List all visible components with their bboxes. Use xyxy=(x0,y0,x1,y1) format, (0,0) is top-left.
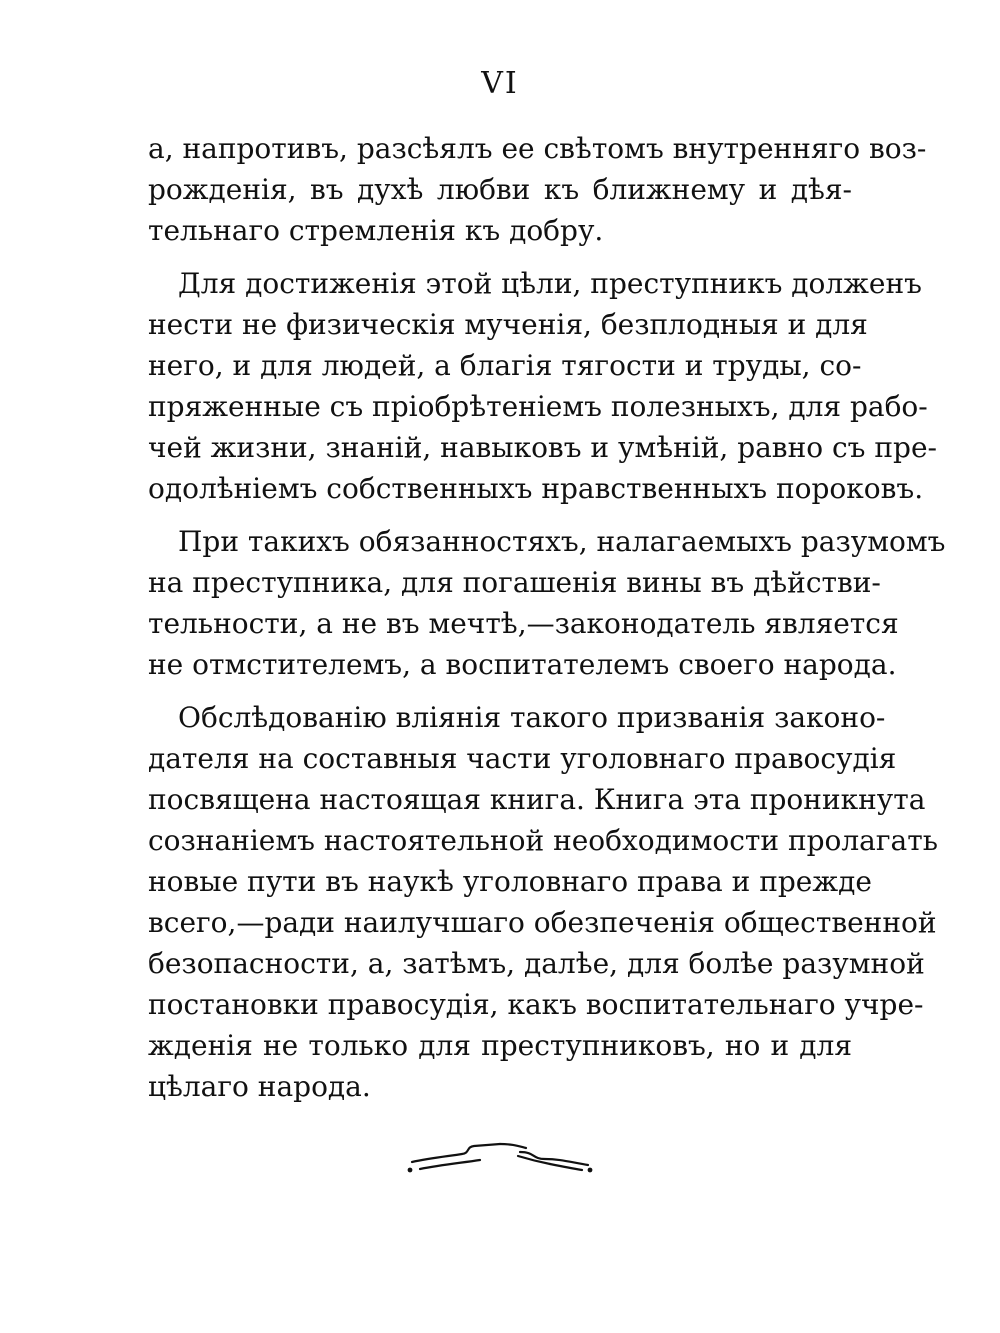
body-text xyxy=(148,128,946,1107)
text-line: на преступника, для погашенія вины въ дѣйстви- xyxy=(148,566,881,599)
text-line: всего,—ради наилучшаго обезпеченія общественной xyxy=(148,906,937,939)
flourish-ornament-icon xyxy=(400,1132,600,1182)
text-line: пряженные съ пріобрѣтеніемъ полезныхъ, для рабо- xyxy=(148,390,928,423)
text-line: тельности, а не въ мечтѣ,—законодатель является xyxy=(148,607,899,640)
text-line: При такихъ обязанностяхъ, налагаемыхъ разумомъ xyxy=(178,525,946,558)
text-line: безопасности, а, затѣмъ, далѣе, для болѣе разумной xyxy=(148,947,925,980)
paragraph-4 xyxy=(148,697,938,1107)
text-line: не отмстителемъ, а воспитателемъ своего народа. xyxy=(148,648,897,681)
text-line: жденія не только для преступниковъ, но и для xyxy=(148,1029,852,1062)
text-line: новые пути въ наукѣ уголовнаго права и прежде xyxy=(148,865,872,898)
text-line: рожденія, въ духѣ любви къ ближнему и дѣя- xyxy=(148,173,852,206)
paragraph-3 xyxy=(148,521,946,685)
text-line: дателя на составныя части уголовнаго правосудія xyxy=(148,742,897,775)
text-line: нести не физическія мученія, безплодныя и для xyxy=(148,308,868,341)
text-line: Для достиженія этой цѣли, преступникъ долженъ xyxy=(178,267,922,300)
text-line: чей жизни, знаній, навыковъ и умѣній, равно съ пре- xyxy=(148,431,938,464)
text-line: а, напротивъ, разсѣялъ ее свѣтомъ внутренняго воз- xyxy=(148,132,927,165)
text-line: тельнаго стремленія къ добру. xyxy=(148,214,604,247)
paragraph-1 xyxy=(148,128,927,251)
text-line: посвящена настоящая книга. Книга эта проникнута xyxy=(148,783,926,816)
text-line: сознаніемъ настоятельной необходимости пролагать xyxy=(148,824,938,857)
text-line: Обслѣдованію вліянія такого призванія законо- xyxy=(178,701,886,734)
text-line: него, и для людей, а благія тягости и труды, со- xyxy=(148,349,862,382)
paragraph-2 xyxy=(148,263,938,509)
text-line: одолѣніемъ собственныхъ нравственныхъ пороковъ. xyxy=(148,472,924,505)
text-line: постановки правосудія, какъ воспитательнаго учре- xyxy=(148,988,924,1021)
page-number: VI xyxy=(481,66,519,101)
text-line: цѣлаго народа. xyxy=(148,1070,371,1103)
